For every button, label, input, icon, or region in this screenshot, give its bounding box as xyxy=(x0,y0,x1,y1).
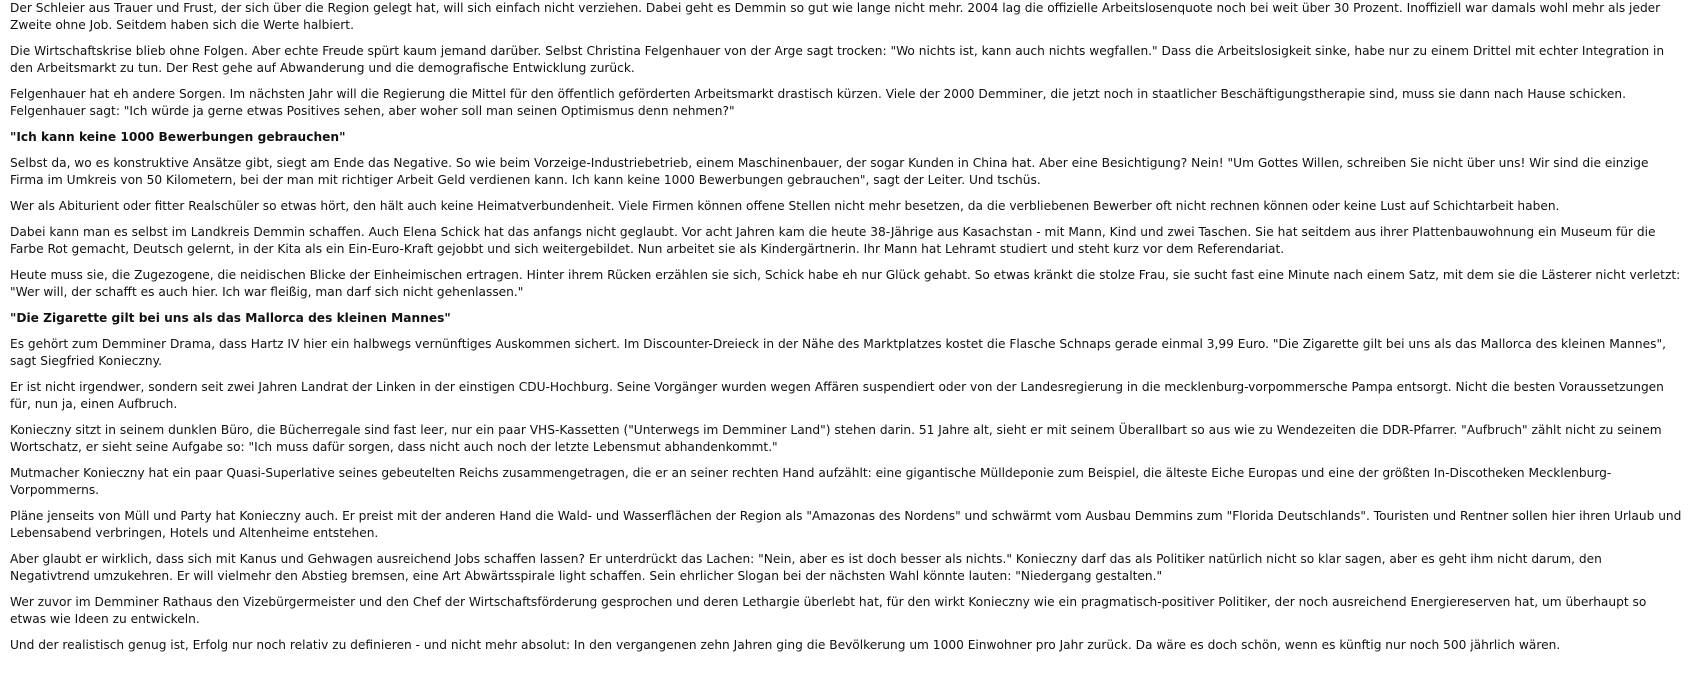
paragraph: Pläne jenseits von Müll und Party hat Konieczny auch. Er preist mit der anderen Hand die Wald- und Wasserflächen der Region als "Amazonas des Nordens" und schwärmt vom Ausbau Demmins zum "Florida Deutschlands". Touristen und Rentner sollen hier ihren Urlaub und Lebensabend verbringen, Hotels und Altenheime entstehen. xyxy=(10,509,1682,540)
paragraph: Er ist nicht irgendwer, sondern seit zwei Jahren Landrat der Linken in der einstigen CDU-Hochburg. Seine Vorgänger wurden wegen Affären suspendiert oder von der Landesregierung in die mecklenburg-vorpommersche Pampa entsorgt. Nicht die besten Voraussetzungen für, nun ja, einen Aufbruch. xyxy=(10,380,1664,411)
paragraph: Felgenhauer hat eh andere Sorgen. Im nächsten Jahr will die Regierung die Mittel für den öffentlich geförderten Arbeitsmarkt drastisch kürzen. Viele der 2000 Demminer, die jetzt noch in staatlicher Beschäftigungstherapie sind, muss sie dann nach Hause schicken. Felgenhauer sagt: "Ich würde ja gerne etwas Positives sehen, aber woher soll man seinen Optimismus denn nehmen?" xyxy=(10,87,1627,118)
paragraph: Und der realistisch genug ist, Erfolg nur noch relativ zu definieren - und nicht mehr absolut: In den vergangenen zehn Jahren ging die Bevölkerung um 1000 Einwohner pro Jahr zurück. Da wäre es doch schön, wenn es künftig nur noch 500 jährlich wären. xyxy=(10,638,1561,652)
paragraph: Es gehört zum Demminer Drama, dass Hartz IV hier ein halbwegs vernünftiges Auskommen sichert. Im Discounter-Dreieck in der Nähe des Marktplatzes kostet die Flasche Schnaps gerade einmal 3,99 Euro. "Die Zigarette gilt bei uns als das Mallorca des kleinen Mannes", sagt Siegfried Konieczny. xyxy=(10,337,1666,368)
paragraph: Die Wirtschaftskrise blieb ohne Folgen. Aber echte Freude spürt kaum jemand darüber. Selbst Christina Felgenhauer von der Arge sagt trocken: "Wo nichts ist, kann auch nichts wegfallen." Dass die Arbeitslosigkeit sinke, habe nur zu einem Drittel mit echter Integration in den Arbeitsmarkt zu tun. Der Rest gehe auf Abwanderung und die demografische Entwicklung zurück. xyxy=(10,44,1665,75)
paragraph: Konieczny sitzt in seinem dunklen Büro, die Bücherregale sind fast leer, nur ein paar VHS-Kassetten ("Unterwegs im Demminer Land") stehen darin. 51 Jahre alt, sieht er mit seinem Überallbart so aus wie zu Wendezeiten die DDR-Pfarrer. "Aufbruch" zählt nicht zu seinem Wortschatz, er sieht seine Aufgabe so: "Ich muss dafür sorgen, dass nicht auch noch der letzte Lebensmut abhandenkommt." xyxy=(10,423,1662,454)
paragraph: Wer zuvor im Demminer Rathaus den Vizebürgermeister und den Chef der Wirtschaftsförderung gesprochen und deren Lethargie überlebt hat, für den wirkt Konieczny wie ein pragmatisch-positiver Politiker, der noch ausreichend Energiereserven hat, um überhaupt so etwas wie Ideen zu entwickeln. xyxy=(10,595,1647,626)
section-heading: "Ich kann keine 1000 Bewerbungen gebrauchen" xyxy=(10,130,346,144)
paragraph: Dabei kann man es selbst im Landkreis Demmin schaffen. Auch Elena Schick hat das anfangs nicht geglaubt. Vor acht Jahren kam die heute 38-Jährige aus Kasachstan - mit Mann, Kind und zwei Taschen. Sie hat seitdem aus ihrer Plattenbauwohnung ein Museum für die Farbe Rot gemacht, Deutsch gelernt, in der Kita als ein Ein-Euro-Kraft gejobbt und sich weitergebildet. Nun arbeitet sie als Kindergärtnerin. Ihr Mann hat Lehramt studiert und steht kurz vor dem Referendariat. xyxy=(10,225,1656,256)
paragraph: Aber glaubt er wirklich, dass sich mit Kanus und Gehwagen ausreichend Jobs schaffen lassen? Er unterdrückt das Lachen: "Nein, aber es ist doch besser als nichts." Konieczny darf das als Politiker natürlich nicht so klar sagen, aber es geht ihm nicht darum, den Negativtrend umzukehren. Er will vielmehr den Abstieg bremsen, eine Art Abwärtsspirale light schaffen. Sein ehrlicher Slogan bei der nächsten Wahl könnte lauten: "Niedergang gestalten." xyxy=(10,552,1602,583)
paragraph: Mutmacher Konieczny hat ein paar Quasi-Superlative seines gebeutelten Reichs zusammengetragen, die er an seiner rechten Hand aufzählt: eine gigantische Mülldeponie zum Beispiel, die älteste Eiche Europas und eine der größten In-Discotheken Mecklenburg-Vorpommerns. xyxy=(10,466,1612,497)
section-heading: "Die Zigarette gilt bei uns als das Mallorca des kleinen Mannes" xyxy=(10,311,451,325)
paragraph: Selbst da, wo es konstruktive Ansätze gibt, siegt am Ende das Negative. So wie beim Vorzeige-Industriebetrieb, einem Maschinenbauer, der sogar Kunden in China hat. Aber eine Besichtigung? Nein! "Um Gottes Willen, schreiben Sie nicht über uns! Wir sind die einzige Firma im Umkreis von 50 Kilometern, bei der man mit richtiger Arbeit Geld verdienen kann. Ich kann keine 1000 Bewerbungen gebrauchen", sagt der Leiter. Und tschüs. xyxy=(10,156,1649,187)
article-body xyxy=(10,0,1682,663)
paragraph: Heute muss sie, die Zugezogene, die neidischen Blicke der Einheimischen ertragen. Hinter ihrem Rücken erzählen sie sich, Schick habe eh nur Glück gehabt. So etwas kränkt die stolze Frau, sie sucht fast eine Minute nach einem Satz, mit dem sie die Lästerer nicht verletzt: "Wer will, der schafft es auch hier. Ich war fleißig, man darf sich nicht gehenlassen." xyxy=(10,268,1681,299)
paragraph: Der Schleier aus Trauer und Frust, der sich über die Region gelegt hat, will sich einfach nicht verziehen. Dabei geht es Demmin so gut wie lange nicht mehr. 2004 lag die offizielle Arbeitslosenquote noch bei weit über 30 Prozent. Inoffiziell war damals wohl mehr als jeder Zweite ohne Job. Seitdem haben sich die Werte halbiert. xyxy=(10,1,1661,32)
paragraph: Wer als Abiturient oder fitter Realschüler so etwas hört, den hält auch keine Heimatverbundenheit. Viele Firmen können offene Stellen nicht mehr besetzen, da die verbliebenen Bewerber oft nicht rechnen können oder keine Lust auf Schichtarbeit haben. xyxy=(10,199,1560,213)
